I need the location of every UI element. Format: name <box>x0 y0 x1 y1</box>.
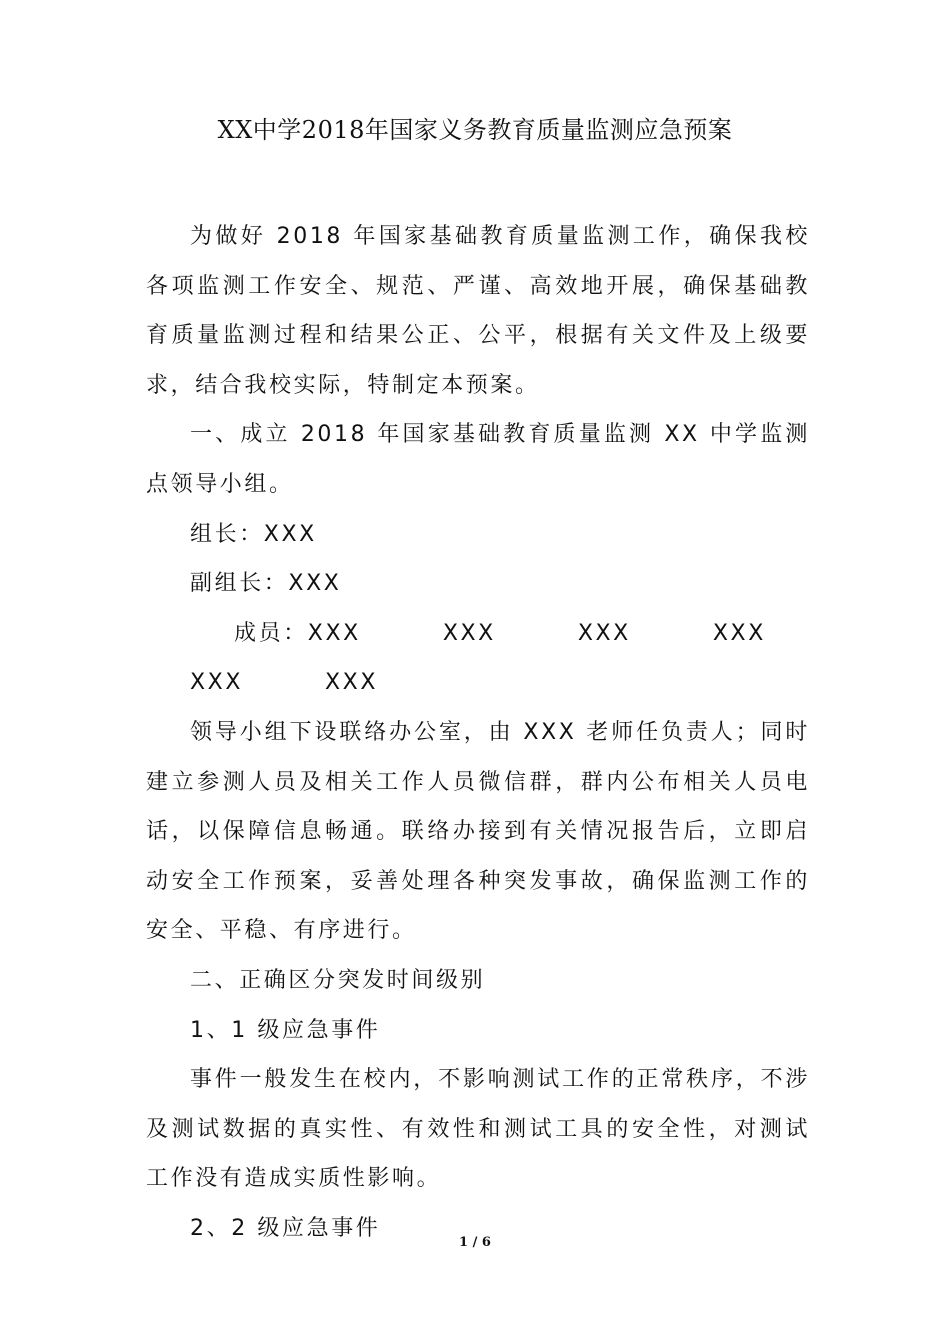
member-name: XXX <box>712 620 766 646</box>
office-paragraph: 领导小组下设联络办公室，由 XXX 老师任负责人；同时建立参测人员及相关工作人员微信群，群内公布相关人员电话，以保障信息畅通。联络办接到有关情况报告后，立即启动安全工作预案，妥善处理各种突发事故，确保监测工作的安全、平稳、有序进行。 <box>146 719 810 944</box>
document-body <box>146 212 810 1253</box>
members-line <box>146 609 810 708</box>
level-1-paragraph: 事件一般发生在校内，不影响测试工作的正常秩序，不涉及测试数据的真实性、有效性和测试工具的安全性，对测试工作没有造成实质性影响。 <box>146 1067 810 1192</box>
level-1-heading: 1、1 级应急事件 <box>190 1017 381 1043</box>
page-number: 1 / 6 <box>459 1235 491 1250</box>
member-name: XXX <box>325 670 379 696</box>
leader-line: 组长：XXX <box>190 521 317 547</box>
member-name: XXX <box>577 620 631 646</box>
member-name: XXX <box>442 620 496 646</box>
document-title: XX中学2018年国家义务教育质量监测应急预案 <box>217 116 733 144</box>
member-name: XXX <box>190 670 244 696</box>
intro-paragraph: 为做好 2018 年国家基础教育质量监测工作，确保我校各项监测工作安全、规范、严谨、高效地开展，确保基础教育质量监测过程和结果公正、公平，根据有关文件及上级要求，结合我校实际，特制定本预案。 <box>146 224 810 398</box>
section-2-heading: 二、正确区分突发时间级别 <box>190 967 486 993</box>
level-2-heading: 2、2 级应急事件 <box>190 1215 381 1241</box>
members-label: 成员：XXX <box>234 620 361 646</box>
deputy-line: 副组长：XXX <box>190 571 342 597</box>
section-1-heading: 一、成立 2018 年国家基础教育质量监测 XX 中学监测点领导小组。 <box>146 422 810 497</box>
